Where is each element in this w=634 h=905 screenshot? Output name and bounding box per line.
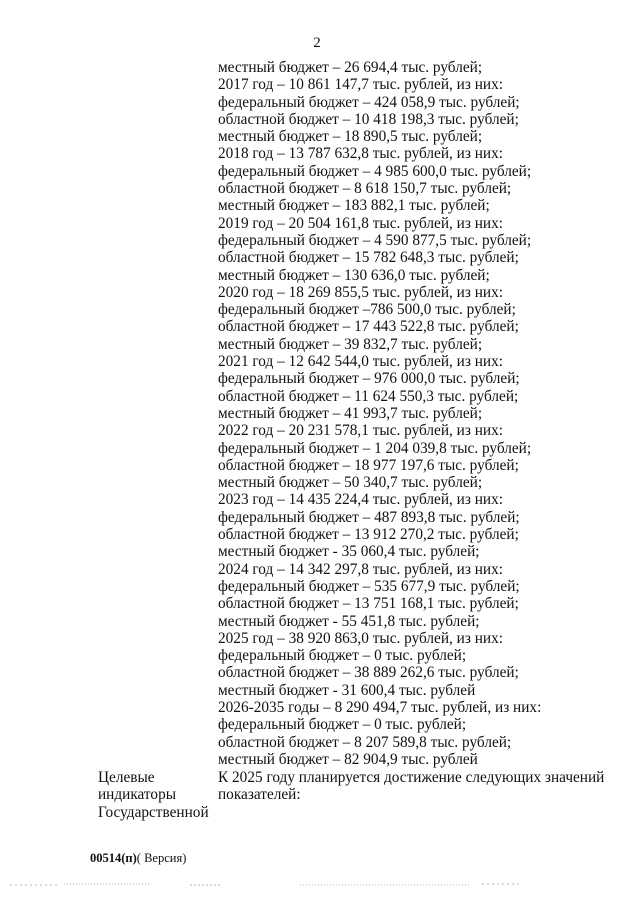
- indicator-line: К 2025 году планируется достижение следующих значений: [218, 769, 605, 786]
- indicator-line: показателей:: [218, 786, 301, 804]
- budget-line: федеральный бюджет – 976 000,0 тыс. рублей;: [218, 370, 520, 388]
- budget-line: федеральный бюджет – 535 677,9 тыс. рублей;: [218, 577, 520, 595]
- document-version: ( Версия): [136, 851, 187, 865]
- budget-line: 2021 год – 12 642 544,0 тыс. рублей, из них:: [218, 353, 504, 371]
- budget-line: местный бюджет – 183 882,1 тыс. рублей;: [218, 197, 490, 215]
- budget-line: местный бюджет – 130 636,0 тыс. рублей;: [218, 266, 490, 284]
- budget-financing-block: [218, 59, 628, 768]
- indicator-description: [218, 769, 628, 804]
- budget-line: областной бюджет – 8 207 589,8 тыс. рублей;: [218, 733, 512, 751]
- budget-line: областной бюджет – 18 977 197,6 тыс. рублей;: [218, 456, 519, 474]
- budget-line: местный бюджет - 55 451,8 тыс. рублей;: [218, 612, 480, 630]
- budget-line: 2025 год – 38 920 863,0 тыс. рублей, из них:: [218, 629, 504, 647]
- budget-line: областной бюджет – 10 418 198,3 тыс. рублей;: [218, 110, 519, 128]
- budget-line: федеральный бюджет –786 500,0 тыс. рублей;: [218, 301, 516, 319]
- budget-line: федеральный бюджет – 4 985 600,0 тыс. рублей;: [218, 162, 532, 180]
- budget-line: местный бюджет – 26 694,4 тыс. рублей;: [218, 59, 483, 76]
- budget-line: местный бюджет – 39 832,7 тыс. рублей;: [218, 335, 483, 353]
- budget-line: местный бюджет – 50 340,7 тыс. рублей;: [218, 474, 483, 492]
- budget-line: федеральный бюджет – 4 590 877,5 тыс. рублей;: [218, 231, 532, 249]
- budget-line: федеральный бюджет – 1 204 039,8 тыс. рублей;: [218, 439, 532, 457]
- budget-line: 2020 год – 18 269 855,5 тыс. рублей, из них:: [218, 283, 504, 301]
- budget-line: 2019 год – 20 504 161,8 тыс. рублей, из них:: [218, 214, 504, 232]
- document-code: [90, 851, 186, 866]
- budget-line: областной бюджет – 13 751 168,1 тыс. рублей;: [218, 595, 519, 613]
- budget-line: 2024 год – 14 342 297,8 тыс. рублей, из них:: [218, 560, 504, 578]
- budget-line: областной бюджет – 17 443 522,8 тыс. рублей;: [218, 318, 519, 336]
- budget-line: 2026-2035 годы – 8 290 494,7 тыс. рублей, из них:: [218, 698, 542, 716]
- document-code-number: 00514(п): [90, 851, 137, 865]
- budget-line: местный бюджет – 18 890,5 тыс. рублей;: [218, 128, 483, 146]
- scan-noise-decoration: [0, 880, 634, 888]
- page-number: 2: [313, 35, 321, 51]
- budget-line: 2023 год – 14 435 224,4 тыс. рублей, из них:: [218, 491, 504, 509]
- budget-line: местный бюджет – 82 904,9 тыс. рублей: [218, 750, 478, 768]
- label-line: Целевые: [98, 769, 155, 786]
- label-line: Государственной: [98, 803, 209, 821]
- budget-line: областной бюджет – 13 912 270,2 тыс. рублей;: [218, 526, 519, 544]
- budget-line: федеральный бюджет – 0 тыс. рублей;: [218, 716, 467, 734]
- label-line: индикаторы: [98, 786, 176, 804]
- budget-line: федеральный бюджет – 487 893,8 тыс. рублей;: [218, 508, 520, 526]
- budget-line: областной бюджет – 11 624 550,3 тыс. рублей;: [218, 387, 519, 405]
- budget-line: местный бюджет - 31 600,4 тыс. рублей: [218, 681, 476, 699]
- budget-line: 2017 год – 10 861 147,7 тыс. рублей, из них:: [218, 76, 504, 94]
- budget-line: местный бюджет - 35 060,4 тыс. рублей;: [218, 543, 480, 561]
- budget-line: областной бюджет – 8 618 150,7 тыс. рублей;: [218, 180, 512, 198]
- budget-line: 2022 год – 20 231 578,1 тыс. рублей, из них:: [218, 422, 504, 440]
- budget-line: 2018 год – 13 787 632,8 тыс. рублей, из них:: [218, 145, 504, 163]
- budget-line: местный бюджет – 41 993,7 тыс. рублей;: [218, 404, 483, 422]
- budget-line: федеральный бюджет – 0 тыс. рублей;: [218, 647, 467, 665]
- row-label-target-indicators: [98, 769, 216, 821]
- budget-line: федеральный бюджет – 424 058,9 тыс. рублей;: [218, 93, 520, 111]
- budget-line: областной бюджет – 38 889 262,6 тыс. рублей;: [218, 664, 519, 682]
- budget-line: областной бюджет – 15 782 648,3 тыс. рублей;: [218, 249, 519, 267]
